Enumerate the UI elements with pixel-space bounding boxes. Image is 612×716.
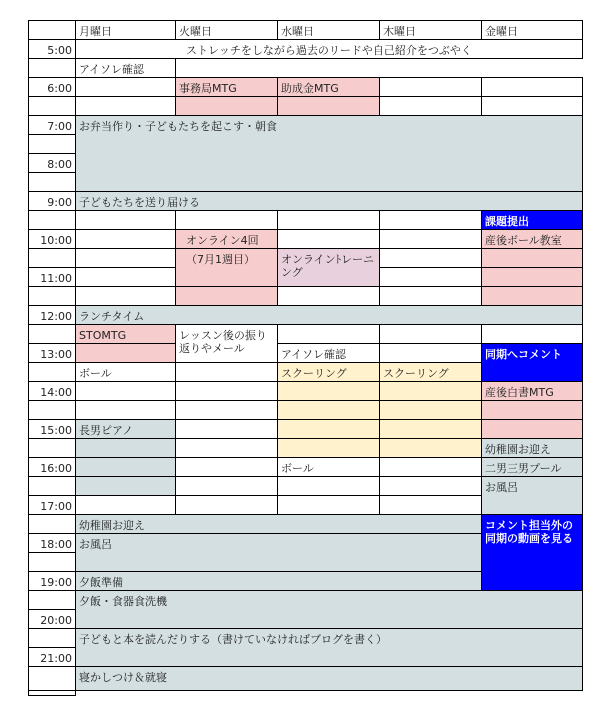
empty-cell xyxy=(379,229,482,249)
empty-cell xyxy=(277,438,380,458)
empty-cell xyxy=(75,229,176,249)
empty-cell xyxy=(75,267,176,287)
empty-cell xyxy=(379,248,482,268)
empty-cell xyxy=(277,286,380,306)
empty-cell xyxy=(277,381,380,401)
time-blank xyxy=(28,58,76,78)
empty-cell xyxy=(75,495,176,515)
empty-cell xyxy=(175,210,278,230)
empty-cell xyxy=(75,343,176,363)
event-cell: お風呂 xyxy=(75,533,482,572)
time-blank xyxy=(28,400,76,420)
empty-cell xyxy=(175,400,278,420)
empty-cell xyxy=(379,96,482,116)
time-blank xyxy=(28,248,76,268)
empty-cell xyxy=(379,476,482,496)
empty-cell xyxy=(379,210,482,230)
event-cell: 幼稚園お迎え xyxy=(481,438,583,458)
time-label: 14:00 xyxy=(28,381,76,401)
empty-cell xyxy=(175,457,278,477)
time-blank xyxy=(28,552,76,572)
time-label: 12:00 xyxy=(28,305,76,325)
time-blank xyxy=(28,96,76,116)
time-blank xyxy=(28,666,76,691)
day-header: 月曜日 xyxy=(75,20,176,40)
empty-cell xyxy=(175,419,278,439)
empty-cell xyxy=(75,286,176,306)
time-label: 19:00 xyxy=(28,571,76,591)
time-label: 13:00 xyxy=(28,343,76,363)
empty-cell xyxy=(379,77,482,97)
event-cell: 産後ボール教室 xyxy=(481,229,583,249)
event-cell: 長男ピアノ xyxy=(75,419,176,439)
event-cell: コメント担当外の同期の動画を見る xyxy=(481,514,583,591)
time-label: 9:00 xyxy=(28,191,76,211)
empty-cell xyxy=(379,286,482,306)
empty-cell xyxy=(75,210,176,230)
event-cell: アイソレ確認 xyxy=(277,343,380,363)
empty-cell xyxy=(379,457,482,477)
empty-cell xyxy=(75,77,176,97)
time-label: 10:00 xyxy=(28,229,76,249)
empty-cell xyxy=(175,381,278,401)
event-cell: スクーリング xyxy=(379,362,482,382)
empty-cell xyxy=(277,495,380,515)
empty-cell xyxy=(75,400,176,420)
empty-cell xyxy=(75,438,176,458)
event-cell: 幼稚園お迎え xyxy=(75,514,482,534)
event-cell: ボール xyxy=(277,457,380,477)
empty-cell xyxy=(277,229,380,249)
empty-cell xyxy=(379,495,482,515)
time-blank xyxy=(28,438,76,458)
event-cell: 子どもと本を読んだりする（書けていなければブログを書く） xyxy=(75,628,583,667)
time-label: 7:00 xyxy=(28,115,76,135)
empty-cell xyxy=(75,457,176,477)
empty-cell xyxy=(481,419,583,439)
event-cell: STOMTG xyxy=(75,324,176,344)
time-blank xyxy=(28,362,76,382)
empty-cell xyxy=(75,96,176,116)
empty-cell xyxy=(481,267,583,287)
event-cell: 夕飯準備 xyxy=(75,571,482,591)
event-cell: 同期へコメント xyxy=(481,343,583,382)
time-blank xyxy=(28,476,76,496)
event-cell: スクーリング xyxy=(277,362,380,382)
empty-cell xyxy=(277,476,380,496)
empty-cell xyxy=(481,248,583,268)
event-cell: お風呂 xyxy=(481,476,583,515)
weekly-schedule-grid xyxy=(28,20,582,690)
event-cell: 寝かしつけ＆就寝 xyxy=(75,666,583,691)
empty-cell xyxy=(481,400,583,420)
time-label: 5:00 xyxy=(28,39,76,59)
empty-cell xyxy=(175,495,278,515)
event-cell: 子どもたちを送り届ける xyxy=(75,191,583,211)
event-cell: 事務局MTG xyxy=(175,77,278,97)
day-header: 金曜日 xyxy=(481,20,583,40)
empty-cell xyxy=(379,381,482,401)
day-header: 水曜日 xyxy=(277,20,380,40)
empty-cell xyxy=(379,267,482,287)
time-blank xyxy=(28,286,76,306)
event-cell: お弁当作り・子どもたちを起こす・朝食 xyxy=(75,115,583,192)
event-cell: 産後白書MTG xyxy=(481,381,583,401)
empty-cell xyxy=(75,381,176,401)
event-cell: ボール xyxy=(75,362,176,382)
event-cell: オンライン4回 xyxy=(175,229,278,249)
time-label: 20:00 xyxy=(28,609,76,629)
empty-cell xyxy=(481,77,583,97)
empty-cell xyxy=(379,419,482,439)
time-blank xyxy=(28,172,76,192)
time-blank xyxy=(28,210,76,230)
empty-cell xyxy=(277,96,380,116)
time-label: 15:00 xyxy=(28,419,76,439)
empty-cell xyxy=(379,438,482,458)
empty-cell xyxy=(379,400,482,420)
time-label: 17:00 xyxy=(28,495,76,515)
event-cell: アイソレ確認 xyxy=(75,58,176,78)
time-blank xyxy=(28,514,76,534)
time-blank xyxy=(28,590,76,610)
event-cell: 課題提出 xyxy=(481,210,583,230)
time-label: 8:00 xyxy=(28,153,76,173)
event-cell: ランチタイム xyxy=(75,305,583,325)
event-cell: 助成金MTG xyxy=(277,77,380,97)
empty-cell xyxy=(481,286,583,306)
event-cell: 夕飯・食器食洗機 xyxy=(75,590,583,629)
corner-cell xyxy=(28,20,76,40)
empty-cell xyxy=(481,324,583,344)
empty-cell xyxy=(175,476,278,496)
empty-cell xyxy=(175,362,278,382)
empty-cell xyxy=(379,343,482,363)
empty-cell xyxy=(75,248,176,268)
empty-cell xyxy=(379,324,482,344)
event-cell: 二男三男プール xyxy=(481,457,583,477)
empty-cell xyxy=(481,96,583,116)
time-blank xyxy=(28,134,76,154)
time-blank xyxy=(28,324,76,344)
time-label: 6:00 xyxy=(28,77,76,97)
time-label: 16:00 xyxy=(28,457,76,477)
time-blank xyxy=(28,628,76,648)
event-cell: ストレッチをしながら過去のリードや自己紹介をつぶやく xyxy=(75,39,583,59)
empty-cell xyxy=(175,438,278,458)
day-header: 木曜日 xyxy=(379,20,482,40)
empty-cell xyxy=(277,324,380,344)
empty-cell xyxy=(277,400,380,420)
event-cell: （7月1週目） xyxy=(175,248,278,287)
event-cell: レッスン後の振り返りやメール xyxy=(175,324,278,363)
day-header: 火曜日 xyxy=(175,20,278,40)
empty-cell xyxy=(277,210,380,230)
empty-cell xyxy=(175,96,278,116)
event-cell: オンラインﾄレーニング xyxy=(277,248,380,287)
time-label: 18:00 xyxy=(28,533,76,553)
empty-cell xyxy=(175,286,278,306)
empty-cell xyxy=(277,419,380,439)
time-label: 11:00 xyxy=(28,267,76,287)
time-label: 21:00 xyxy=(28,647,76,667)
empty-cell xyxy=(75,476,176,496)
